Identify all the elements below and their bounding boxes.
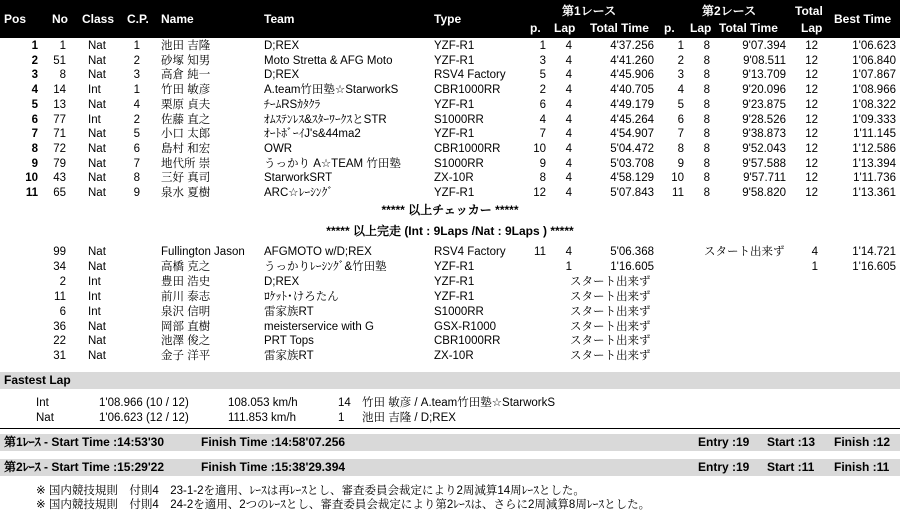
cell-lap2: 8 — [703, 40, 710, 52]
cell-p2: 10 — [671, 172, 684, 185]
race2-start-count: Start :11 — [767, 460, 815, 474]
race1-start-count: Start :13 — [767, 435, 816, 449]
cell-pos: 11 — [25, 187, 38, 199]
table-row — [0, 128, 900, 141]
cell-p1: 12 — [533, 187, 546, 199]
table-row — [0, 246, 900, 259]
cell-t1: 4'40.705 — [610, 84, 654, 97]
cell-lap2: 8 — [703, 172, 710, 185]
cell-p1: 11 — [534, 246, 546, 258]
cell-p1: 1 — [539, 40, 546, 52]
cell-team: ARC☆ﾚｰｼﾝｸﾞ — [264, 187, 334, 199]
cell-p1: 2 — [539, 84, 546, 97]
cell-lap1: 4 — [565, 246, 572, 258]
race2-finish-count: Finish :11 — [834, 460, 890, 474]
cell-no: 2 — [59, 275, 66, 288]
cell-name: 泉水 夏樹 — [161, 187, 211, 199]
cell-p1: 6 — [539, 98, 546, 111]
cell-no: 13 — [53, 98, 66, 111]
cell-did-not-start: スタート出来ず — [570, 335, 651, 348]
cell-lap1: 4 — [565, 142, 572, 155]
cell-t1: 5'07.843 — [610, 187, 654, 199]
cell-no: 14 — [53, 84, 66, 97]
race1-finish-count: Finish :12 — [834, 435, 891, 449]
cell-lap2: 8 — [703, 84, 710, 97]
cell-name: 砂塚 知男 — [161, 54, 211, 67]
fl-time: 1'06.623 (12 / 12) — [99, 412, 189, 424]
cell-type: RSV4 Factory — [434, 246, 506, 258]
cell-cls: Int — [88, 305, 101, 318]
cell-cls: Nat — [88, 187, 106, 199]
cell-team: D;REX — [264, 275, 300, 288]
cell-t2: 9'08.511 — [743, 54, 786, 67]
cell-p2: 4 — [677, 84, 684, 97]
cell-team: AFGMOTO w/D;REX — [264, 246, 372, 258]
cell-name: 高倉 純一 — [161, 69, 211, 82]
cell-no: 72 — [53, 142, 66, 155]
cell-best: 1'16.605 — [852, 260, 896, 273]
cell-cp: 2 — [133, 54, 140, 67]
cell-t2: 9'23.875 — [742, 98, 786, 111]
cell-name: Fullington Jason — [161, 246, 245, 258]
checker-text: ***** 以上チェッカー ***** — [381, 203, 519, 217]
header-race1: 第1レース — [562, 4, 617, 18]
cell-lap2: 8 — [703, 157, 710, 170]
table-row — [0, 291, 900, 304]
cell-did-not-start: スタート出来ず — [570, 305, 651, 318]
cell-name: 地代所 崇 — [161, 157, 211, 170]
cell-total: 12 — [805, 142, 818, 155]
cell-lap2: 8 — [703, 54, 710, 67]
header-lap1: Lap — [554, 21, 576, 35]
cell-name: 池田 吉隆 — [161, 40, 211, 52]
cell-best: 1'06.623 — [852, 40, 896, 52]
cell-p2: 5 — [677, 98, 684, 111]
cell-total: 12 — [805, 157, 818, 170]
cell-cp: 7 — [133, 157, 140, 170]
header-no: No — [52, 12, 68, 26]
cell-type: ZX-10R — [434, 172, 474, 185]
cell-best: 1'09.333 — [852, 113, 896, 126]
cell-lap1: 4 — [565, 113, 572, 126]
cell-type: YZF-R1 — [434, 128, 475, 141]
cell-t1: 4'45.264 — [610, 113, 654, 126]
cell-cls: Nat — [88, 260, 106, 273]
cell-total: 12 — [805, 98, 818, 111]
race1-info-bar — [0, 434, 900, 451]
cell-team: 雷家族RT — [264, 350, 314, 363]
cell-pos: 8 — [31, 142, 38, 155]
cell-type: YZF-R1 — [434, 40, 475, 52]
cell-no: 31 — [53, 350, 66, 363]
cell-total: 12 — [805, 128, 818, 141]
cell-lap2: 8 — [703, 98, 710, 111]
complete-text: ***** 以上完走 (Int : 9Laps /Nat : 9Laps ) ***** — [326, 224, 574, 238]
cell-p2: 1 — [677, 40, 684, 52]
header-total-lap: Lap — [801, 21, 823, 35]
cell-no: 1 — [59, 40, 66, 52]
cell-name: 泉沢 信明 — [161, 305, 211, 318]
cell-name: 島村 和宏 — [161, 142, 211, 155]
cell-t1: 4'37.256 — [610, 40, 654, 52]
cell-total: 12 — [805, 172, 818, 185]
cell-cls: Nat — [88, 157, 106, 170]
cell-name: 栗原 貞夫 — [161, 98, 211, 111]
cell-pos: 2 — [31, 54, 38, 67]
cell-pos: 4 — [31, 84, 38, 97]
table-row — [0, 172, 900, 185]
cell-total: 12 — [805, 187, 818, 199]
cell-did-not-start: スタート出来ず — [704, 246, 785, 258]
cell-cp: 6 — [133, 142, 140, 155]
fl-class: Nat — [36, 412, 54, 424]
race2-start-time: 第2ﾚｰｽ - Start Time :15:29'22 — [4, 460, 165, 474]
cell-cls: Nat — [88, 128, 106, 141]
cell-p1: 8 — [539, 172, 546, 185]
cell-t2: 9'38.873 — [742, 128, 786, 141]
table-row — [0, 276, 900, 289]
fastest-lap-title: Fastest Lap — [4, 373, 71, 387]
cell-p2: 7 — [677, 128, 684, 141]
cell-team: うっかりﾚｰｼﾝｸﾞ&竹田塾 — [264, 260, 387, 273]
cell-p1: 7 — [539, 128, 546, 141]
cell-p1: 4 — [539, 113, 546, 126]
cell-cp: 2 — [133, 113, 140, 126]
cell-lap2: 8 — [703, 187, 710, 199]
cell-name: 金子 洋平 — [161, 350, 211, 363]
cell-best: 1'12.586 — [852, 142, 896, 155]
cell-best: 1'08.966 — [852, 84, 896, 97]
cell-best: 1'08.322 — [852, 98, 896, 111]
cell-total: 12 — [805, 113, 818, 126]
cell-team: ｵﾑｽﾃﾝﾚｽ&ｽﾀｰﾜｰｸｽとSTR — [264, 113, 387, 126]
cell-cls: Nat — [88, 98, 106, 111]
cell-lap2: 8 — [703, 69, 710, 82]
cell-p2: 3 — [677, 69, 684, 82]
cell-name: 池澤 俊之 — [161, 335, 211, 348]
cell-total: 12 — [805, 54, 818, 67]
cell-type: CBR1000RR — [434, 335, 501, 348]
cell-cls: Nat — [88, 54, 106, 67]
cell-t1: 5'04.472 — [610, 142, 654, 155]
cell-lap1: 4 — [565, 54, 572, 67]
cell-p2: 6 — [677, 113, 684, 126]
fl-rider: 竹田 敏彦 / A.team竹田塾☆StarworkS — [362, 397, 556, 409]
cell-total: 1 — [811, 260, 818, 273]
cell-team: D;REX — [264, 40, 300, 52]
divider — [0, 428, 900, 429]
cell-cls: Nat — [88, 320, 106, 333]
cell-p2: 2 — [677, 54, 684, 67]
header-best-time: Best Time — [834, 12, 892, 26]
cell-lap2: 8 — [703, 113, 710, 126]
cell-team: meisterservice with G — [264, 320, 374, 333]
cell-best: 1'06.840 — [852, 54, 896, 67]
table-row — [0, 187, 900, 200]
cell-did-not-start: スタート出来ず — [570, 275, 651, 288]
cell-total: 4 — [811, 246, 818, 258]
cell-best: 1'11.145 — [853, 128, 896, 141]
cell-name: 竹田 敏彦 — [161, 84, 211, 97]
table-row — [0, 55, 900, 68]
cell-t2: 9'52.043 — [742, 142, 786, 155]
header-total-time2: Total Time — [719, 21, 778, 35]
header-team: Team — [264, 12, 295, 26]
table-row — [0, 261, 900, 274]
cell-t2: 9'57.711 — [743, 172, 786, 185]
cell-cp: 9 — [133, 187, 140, 199]
table-row — [0, 69, 900, 82]
cell-cp: 8 — [133, 172, 140, 185]
cell-t2: 9'07.394 — [742, 40, 786, 52]
cell-lap1: 4 — [565, 98, 572, 111]
cell-cls: Nat — [88, 40, 106, 52]
cell-did-not-start: スタート出来ず — [570, 350, 651, 363]
cell-type: YZF-R1 — [434, 260, 475, 273]
cell-pos: 10 — [25, 172, 38, 185]
cell-t1: 4'41.260 — [610, 54, 654, 67]
cell-no: 77 — [53, 113, 66, 126]
cell-lap1: 4 — [565, 187, 572, 199]
cell-best: 1'07.867 — [852, 69, 896, 82]
table-row — [0, 143, 900, 156]
header-name: Name — [161, 12, 194, 26]
cell-team: PRT Tops — [264, 335, 314, 348]
cell-p1: 10 — [533, 142, 546, 155]
cell-best: 1'11.736 — [853, 172, 896, 185]
cell-lap2: 8 — [703, 142, 710, 155]
cell-cp: 4 — [133, 98, 140, 111]
cell-t2: 9'13.709 — [742, 69, 786, 82]
cell-cls: Int — [88, 84, 101, 97]
header-class: Class — [82, 12, 115, 26]
cell-type: YZF-R1 — [434, 187, 475, 199]
cell-cls: Nat — [88, 172, 106, 185]
cell-name: 小口 太郎 — [161, 128, 211, 141]
cell-pos: 7 — [31, 128, 38, 141]
table-row — [0, 84, 900, 97]
cell-no: 71 — [53, 128, 66, 141]
cell-no: 65 — [53, 187, 66, 199]
cell-name: 岡部 直樹 — [161, 320, 211, 333]
fastest-lap-bar — [0, 372, 900, 389]
cell-name: 高橋 克之 — [161, 260, 211, 273]
fl-speed: 111.853 km/h — [228, 412, 296, 424]
cell-p1: 9 — [539, 157, 546, 170]
fl-time: 1'08.966 (10 / 12) — [99, 397, 189, 409]
cell-no: 11 — [54, 290, 66, 303]
cell-lap2: 8 — [703, 128, 710, 141]
cell-cp: 5 — [133, 128, 140, 141]
cell-lap1: 4 — [565, 40, 572, 52]
cell-pos: 9 — [31, 157, 38, 170]
cell-cls: Int — [88, 290, 101, 303]
fl-speed: 108.053 km/h — [228, 397, 298, 409]
cell-pos: 1 — [31, 40, 38, 52]
cell-t1: 4'54.907 — [610, 128, 654, 141]
cell-name: 佐藤 直之 — [161, 113, 211, 126]
cell-type: YZF-R1 — [434, 290, 475, 303]
cell-team: StarworkSRT — [264, 172, 333, 185]
cell-cp: 3 — [133, 69, 140, 82]
header-race2: 第2レース — [702, 4, 757, 18]
race2-entry: Entry :19 — [698, 460, 750, 474]
cell-t2: 9'20.096 — [742, 84, 786, 97]
results-header — [0, 0, 900, 38]
cell-p2: 11 — [672, 187, 684, 199]
cell-cp: 1 — [133, 40, 140, 52]
cell-type: YZF-R1 — [434, 275, 475, 288]
cell-team: A.team竹田塾☆StarworkS — [264, 84, 399, 97]
race1-entry: Entry :19 — [698, 435, 750, 449]
fl-rider: 池田 吉隆 / D;REX — [362, 412, 456, 424]
cell-pos: 6 — [31, 113, 38, 126]
cell-lap1: 4 — [565, 128, 572, 141]
table-row — [0, 335, 900, 348]
cell-lap1: 4 — [565, 157, 572, 170]
cell-lap1: 4 — [565, 69, 572, 82]
table-row — [0, 321, 900, 334]
cell-name: 三好 真司 — [161, 172, 211, 185]
cell-type: CBR1000RR — [434, 142, 501, 155]
cell-type: S1000RR — [434, 113, 484, 126]
cell-cls: Nat — [88, 335, 106, 348]
fl-no: 1 — [338, 412, 345, 424]
cell-lap1: 1 — [565, 260, 572, 273]
cell-t1: 4'49.179 — [610, 98, 654, 111]
cell-best: 1'14.721 — [852, 246, 896, 258]
cell-team: ｵｰﾄﾎﾞｰｲJ's&44ma2 — [264, 128, 361, 141]
cell-team: ﾁｰﾑRSｶﾀｸﾗ — [264, 98, 321, 111]
table-row — [0, 306, 900, 319]
cell-t1: 5'03.708 — [610, 157, 654, 170]
header-cp: C.P. — [127, 12, 149, 26]
cell-no: 43 — [53, 172, 66, 185]
cell-team: ﾛｹｯﾄ･けろたん — [264, 290, 339, 303]
cell-no: 6 — [59, 305, 66, 318]
cell-type: RSV4 Factory — [434, 69, 506, 82]
cell-p1: 5 — [539, 69, 546, 82]
cell-lap1: 4 — [565, 172, 572, 185]
cell-team: 雷家族RT — [264, 305, 314, 318]
cell-cls: Nat — [88, 350, 106, 363]
cell-team: Moto Stretta & AFG Moto — [264, 54, 393, 67]
cell-type: ZX-10R — [434, 350, 474, 363]
cell-cls: Nat — [88, 69, 106, 82]
cell-type: YZF-R1 — [434, 54, 475, 67]
table-row — [0, 40, 900, 53]
note-1: ※ 国内競技規則 付則4 23-1-2を適用、ﾚｰｽは再ﾚｰｽとし、審査委員会裁定により2周減算14周ﾚｰｽとした。 — [36, 485, 585, 497]
cell-cls: Int — [88, 275, 101, 288]
cell-type: S1000RR — [434, 305, 484, 318]
cell-type: GSX-R1000 — [434, 320, 497, 333]
cell-pos: 5 — [31, 98, 38, 111]
cell-type: YZF-R1 — [434, 98, 475, 111]
cell-t2: 9'57.588 — [742, 157, 786, 170]
cell-no: 99 — [53, 246, 66, 258]
cell-cls: Nat — [88, 246, 106, 258]
note-2: ※ 国内競技規則 付則4 24-2を適用、2つのﾚｰｽとし、審査委員会裁定により第2ﾚｰｽは、さらに2周減算8周ﾚｰｽとした。 — [36, 499, 651, 511]
cell-type: S1000RR — [434, 157, 484, 170]
cell-no: 79 — [53, 157, 66, 170]
table-row — [0, 158, 900, 171]
fl-no: 14 — [338, 397, 351, 409]
cell-t1: 1'16.605 — [610, 260, 654, 273]
cell-t1: 5'06.368 — [610, 246, 654, 258]
race1-start-time: 第1ﾚｰｽ - Start Time :14:53'30 — [4, 435, 165, 449]
cell-t1: 4'58.129 — [610, 172, 654, 185]
cell-t2: 9'28.526 — [742, 113, 786, 126]
cell-cls: Int — [88, 113, 101, 126]
cell-cp: 1 — [133, 84, 140, 97]
cell-total: 12 — [805, 84, 818, 97]
cell-type: CBR1000RR — [434, 84, 501, 97]
cell-t1: 4'45.906 — [610, 69, 654, 82]
cell-pos: 3 — [31, 69, 38, 82]
header-p2: p. — [664, 21, 675, 35]
cell-total: 12 — [805, 40, 818, 52]
table-row — [0, 114, 900, 127]
cell-team: OWR — [264, 142, 293, 155]
race2-info-bar — [0, 459, 900, 476]
cell-team: D;REX — [264, 69, 300, 82]
header-total: Total — [795, 4, 823, 18]
header-lap2: Lap — [690, 21, 712, 35]
cell-total: 12 — [805, 69, 818, 82]
cell-lap1: 4 — [565, 84, 572, 97]
header-type: Type — [434, 12, 462, 26]
cell-no: 51 — [53, 54, 66, 67]
cell-no: 8 — [59, 69, 66, 82]
cell-p2: 8 — [677, 142, 684, 155]
cell-t2: 9'58.820 — [742, 187, 786, 199]
fl-class: Int — [36, 397, 49, 409]
cell-did-not-start: スタート出来ず — [570, 290, 651, 303]
cell-best: 1'13.394 — [852, 157, 896, 170]
header-pos: Pos — [4, 12, 27, 26]
race1-finish-time: Finish Time :14:58'07.256 — [201, 435, 346, 449]
cell-did-not-start: スタート出来ず — [570, 320, 651, 333]
table-row — [0, 350, 900, 363]
header-p1: p. — [530, 21, 541, 35]
race2-finish-time: Finish Time :15:38'29.394 — [201, 460, 346, 474]
cell-name: 前川 泰志 — [161, 290, 211, 303]
cell-cls: Nat — [88, 142, 106, 155]
cell-no: 34 — [53, 260, 66, 273]
cell-best: 1'13.361 — [852, 187, 896, 199]
cell-p2: 9 — [677, 157, 684, 170]
cell-no: 22 — [53, 335, 66, 348]
cell-no: 36 — [53, 320, 66, 333]
cell-p1: 3 — [539, 54, 546, 67]
table-row — [0, 99, 900, 112]
cell-team: うっかり A☆TEAM 竹田塾 — [264, 157, 401, 170]
cell-name: 豊田 浩史 — [161, 275, 211, 288]
header-total-time1: Total Time — [590, 21, 649, 35]
